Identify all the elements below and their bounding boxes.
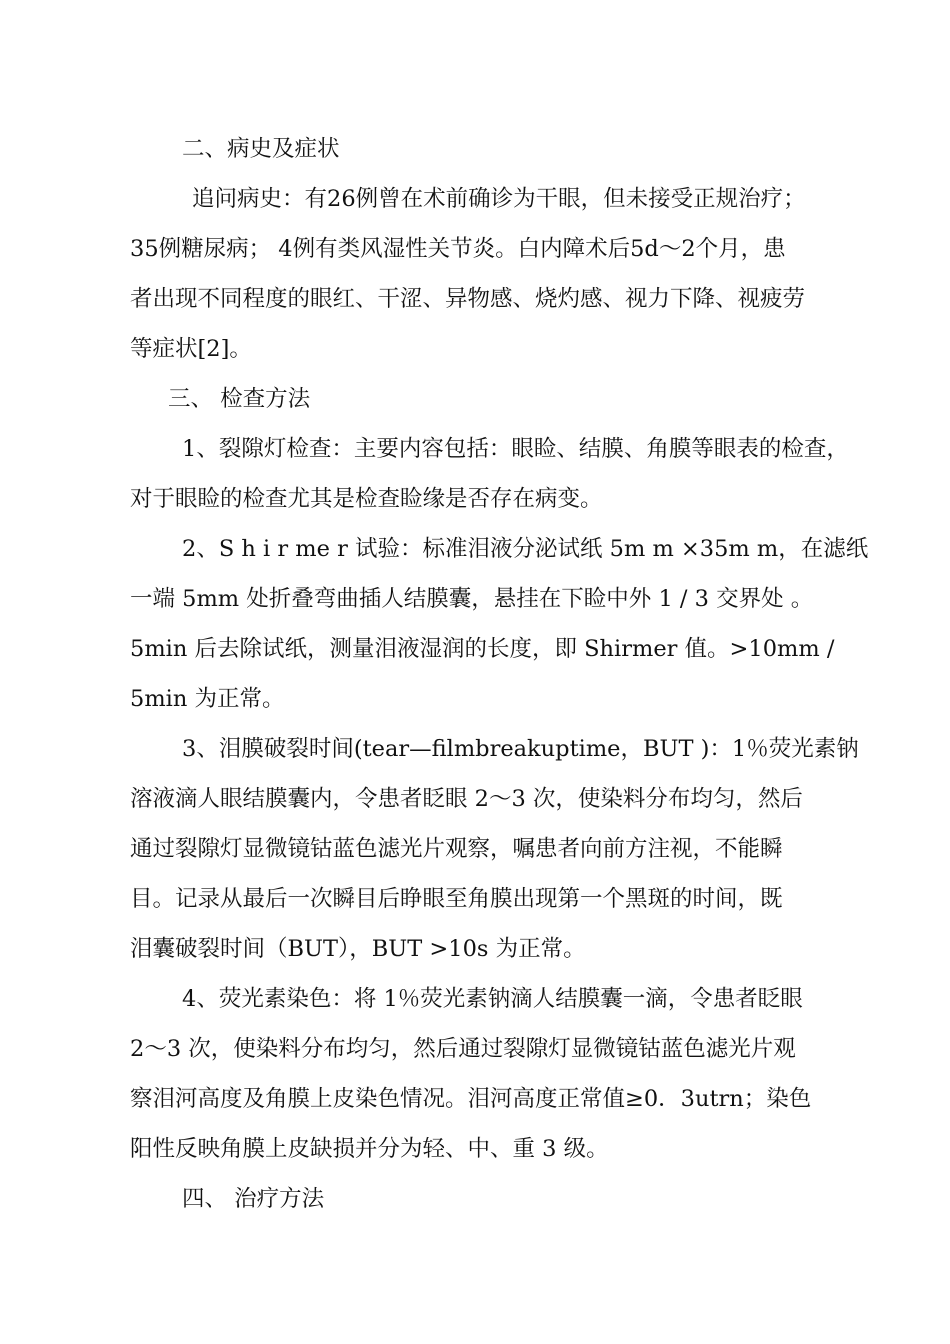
paragraph-line: 35例糖尿病； 4例有类风湿性关节炎。白内障术后5d～2个月，患 — [130, 236, 786, 262]
paragraph-line: 泪囊破裂时间（BUT），BUT >10s 为正常。 — [130, 936, 586, 962]
paragraph-line: 追问病史：有26例曾在术前确诊为干眼，但未接受正规治疗； — [192, 186, 806, 212]
paragraph-line: 溶液滴人眼结膜囊内，令患者眨眼 2～3 次，使染料分布均匀，然后 — [130, 786, 803, 812]
section-heading-history: 二、病史及症状 — [182, 136, 340, 162]
paragraph-line: 对于眼睑的检查尤其是检查睑缘是否存在病变。 — [130, 486, 603, 512]
section-heading-methods: 三、 检查方法 — [168, 386, 311, 412]
paragraph-line: 察泪河高度及角膜上皮染色情况。泪河高度正常值≥0．3utrn；染色 — [130, 1086, 812, 1112]
paragraph-line: 2、S h i r me r 试验：标准泪液分泌试纸 5m m ×35m m，在滤纸 — [182, 536, 869, 562]
paragraph-line: 5min 后去除试纸，测量泪液湿润的长度，即 Shirmer 值。>10mm / — [130, 636, 835, 662]
section-heading-treatment: 四、 治疗方法 — [182, 1186, 325, 1212]
paragraph-line: 等症状[2]。 — [130, 336, 252, 362]
paragraph-line: 目。记录从最后一次瞬目后睁眼至角膜出现第一个黑斑的时间，既 — [130, 886, 783, 912]
paragraph-line: 3、泪膜破裂时间(tear—filmbreakuptime，BUT )：1％荧光素钠 — [182, 736, 859, 762]
paragraph-line: 5min 为正常。 — [130, 686, 285, 712]
paragraph-line: 者出现不同程度的眼红、干涩、异物感、烧灼感、视力下降、视疲劳 — [130, 286, 806, 312]
paragraph-line: 一端 5mm 处折叠弯曲插人结膜囊，悬挂在下睑中外 1 / 3 交界处 。 — [130, 586, 814, 612]
paragraph-line: 2～3 次，使染料分布均匀，然后通过裂隙灯显微镜钴蓝色滤光片观 — [130, 1036, 796, 1062]
paragraph-line: 1、裂隙灯检查：主要内容包括：眼睑、结膜、角膜等眼表的检查， — [182, 436, 849, 462]
paragraph-line: 4、荧光素染色：将 1％荧光素钠滴人结膜囊一滴，令患者眨眼 — [182, 986, 803, 1012]
paragraph-line: 阳性反映角膜上皮缺损并分为轻、中、重 3 级。 — [130, 1136, 609, 1162]
paragraph-line: 通过裂隙灯显微镜钴蓝色滤光片观察，嘱患者向前方注视，不能瞬 — [130, 836, 783, 862]
